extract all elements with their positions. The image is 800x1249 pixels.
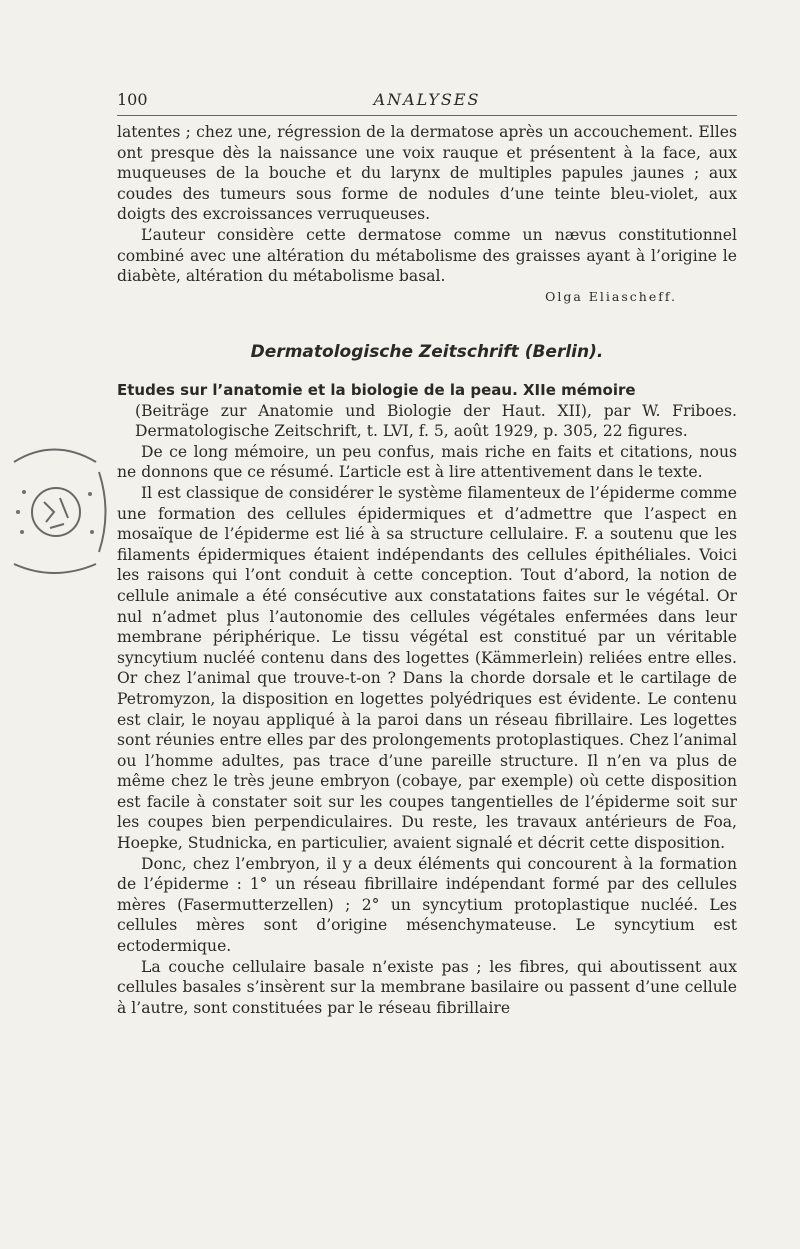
intro-paragraph: L’auteur considère cette dermatose comme un nævus constitutionnel combiné avec une altération du métabolisme des graisses ayant à l’origine le diabète, altération du métabolisme basal. xyxy=(117,225,737,286)
article-title: Etudes sur l’anatomie et la biologie de la peau. XIIe mémoire xyxy=(117,381,636,399)
running-title: ANALYSES xyxy=(373,90,481,109)
article-reference: (Beiträge zur Anatomie und Biologie der Haut. XII), par W. Friboes. Dermatologische Zeitschrift, t. LVI, f. 5, août 1929, p. 305, 22 figures. xyxy=(135,401,737,441)
article-paragraph: Il est classique de considérer le système filamenteux de l’épiderme comme une formation des cellules épidermiques et d’admettre que l’aspect en mosaïque de l’épiderme est lié à sa structure cellulaire. F. a soutenu que les filaments épidermiques étaient indépendants des cellules épithéliales. Voici les raisons qui l’ont conduit à cette conception. Tout d’abord, la notion de cellule animale a été consécutive aux constatations faites sur le végétal. Or nul n’admet plus l’autonomie des cellules végétales enfermées dans leur membrane périphérique. Le tissu végétal est constitué par un véritable syncytium nucléé contenu dans des logettes (Kämmerlein) reliées entre elles. Or chez l’animal que trouve-t-on ? Dans la chorde dorsale et le cartilage de Petromyzon, la disposition en logettes polyédriques est évidente. Le contenu est clair, le noyau appliqué à la paroi dans un réseau fibrillaire. Les logettes sont réunies entre elles par des prolongements protoplastiques. Chez l’animal ou l’homme adultes, pas trace d’une pareille structure. Il n’en va plus de même chez le très jeune embryon (cobaye, par exemple) où cette disposition est facile à constater soit sur les coupes tangentielles de l’épiderme soit sur les coupes bien perpendiculaires. Du reste, les travaux antérieurs de Foa, Hoepke, Studnicka, en particulier, avaient signalé et décrit cette disposition. xyxy=(117,483,737,853)
article-paragraph: La couche cellulaire basale n’existe pas ; les fibres, qui aboutissent aux cellules basales s’insèrent sur la membrane basilaire ou passent d’une cellule à l’autre, sont constituées par le réseau fibrillaire xyxy=(117,957,737,1017)
running-head xyxy=(117,90,737,112)
author-signature: Olga Eliascheff. xyxy=(545,288,677,304)
intro-paragraph: latentes ; chez une, régression de la dermatose après un accouchement. Elles ont presque dès la naissance une voix rauque et présentent à la face, aux muqueuses de la bouche et du larynx de multiples papules jaunes ; aux coudes des tumeurs sous forme de nodules d’une teinte bleu-violet, aux doigts des excroissances verruqueuses. xyxy=(117,123,737,224)
article-body xyxy=(117,442,737,1019)
article-paragraph: Donc, chez l’embryon, il y a deux éléments qui concourent à la formation de l’épiderme : 1° un réseau fibrillaire indépendant formé par des cellules mères (Fasermutterzellen) ; 2° un syncytium protoplastique nucléé. Les cellules mères sont d’origine mésenchymateuse. Le syncytium est ectodermique. xyxy=(117,854,737,956)
article-heading xyxy=(117,380,737,442)
header-rule xyxy=(117,115,737,116)
article-section xyxy=(117,380,737,1018)
page-number: 100 xyxy=(117,90,148,109)
article-paragraph: De ce long mémoire, un peu confus, mais riche en faits et citations, nous ne donnons que ce résumé. L’article est à lire attentivement dans le texte. xyxy=(117,442,737,482)
library-stamp xyxy=(4,432,112,592)
intro-section xyxy=(117,122,737,307)
journal-title: Dermatologische Zeitschrift (Berlin). xyxy=(250,342,604,362)
